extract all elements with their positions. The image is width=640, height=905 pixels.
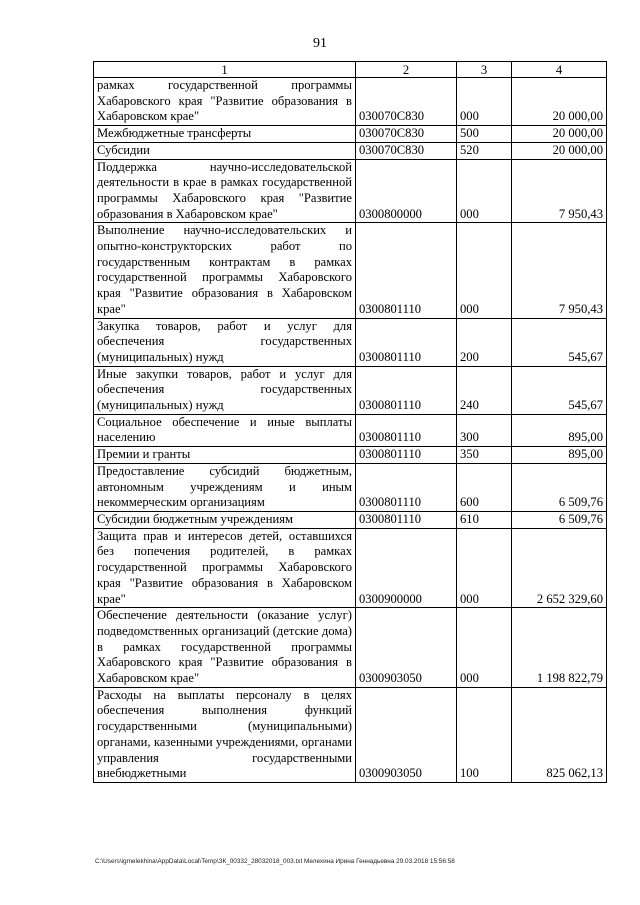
row-description: Субсидии бюджетным учреждениям bbox=[94, 511, 356, 528]
table-row bbox=[94, 366, 607, 414]
row-expense-type: 000 bbox=[457, 159, 512, 223]
header-col-2: 2 bbox=[356, 62, 457, 78]
row-description: Премии и гранты bbox=[94, 447, 356, 464]
row-expense-type: 000 bbox=[457, 608, 512, 688]
table-row bbox=[94, 223, 607, 318]
row-amount: 6 509,76 bbox=[512, 511, 607, 528]
row-target-code: 0300903050 bbox=[356, 608, 457, 688]
row-target-code: 0300903050 bbox=[356, 687, 457, 782]
row-expense-type: 000 bbox=[457, 223, 512, 318]
table-row bbox=[94, 463, 607, 511]
row-target-code: 030070С830 bbox=[356, 126, 457, 143]
row-amount: 20 000,00 bbox=[512, 78, 607, 126]
table-row bbox=[94, 511, 607, 528]
row-description: Расходы на выплаты персоналу в целях обеспечения выполнения функций государственными (муниципальными) органами, казенными учреждениями, органами управления государственными внебюджетными bbox=[94, 687, 356, 782]
row-target-code: 0300801110 bbox=[356, 414, 457, 446]
row-amount: 895,00 bbox=[512, 414, 607, 446]
row-description: Защита прав и интересов детей, оставшихся без попечения родителей, в рамках государственной программы Хабаровского края "Развитие образования в Хабаровском крае" bbox=[94, 528, 356, 608]
page-number: 91 bbox=[313, 36, 327, 51]
budget-table bbox=[93, 61, 607, 783]
row-expense-type: 000 bbox=[457, 78, 512, 126]
table-row bbox=[94, 126, 607, 143]
row-amount: 7 950,43 bbox=[512, 223, 607, 318]
row-amount: 2 652 329,60 bbox=[512, 528, 607, 608]
row-amount: 6 509,76 bbox=[512, 463, 607, 511]
file-path-footer: C:\Users\igmelekhina\AppData\Local\Temp\ЗК_00332_28032018_003.txt Мелехина Ирина Геннадьевна 29.03.2018 15:56:58 bbox=[95, 858, 455, 865]
row-expense-type: 600 bbox=[457, 463, 512, 511]
row-expense-type: 240 bbox=[457, 366, 512, 414]
row-expense-type: 350 bbox=[457, 447, 512, 464]
row-target-code: 0300801110 bbox=[356, 318, 457, 366]
table-row bbox=[94, 78, 607, 126]
row-amount: 7 950,43 bbox=[512, 159, 607, 223]
header-col-3: 3 bbox=[457, 62, 512, 78]
row-target-code: 0300801110 bbox=[356, 366, 457, 414]
row-amount: 545,67 bbox=[512, 366, 607, 414]
table-row bbox=[94, 414, 607, 446]
row-target-code: 030070С830 bbox=[356, 142, 457, 159]
table-row bbox=[94, 142, 607, 159]
row-target-code: 0300801110 bbox=[356, 223, 457, 318]
row-description: Субсидии bbox=[94, 142, 356, 159]
row-expense-type: 300 bbox=[457, 414, 512, 446]
row-amount: 825 062,13 bbox=[512, 687, 607, 782]
row-expense-type: 610 bbox=[457, 511, 512, 528]
row-amount: 20 000,00 bbox=[512, 142, 607, 159]
table-header-row bbox=[94, 62, 607, 78]
row-description: Поддержка научно-исследовательской деятельности в крае в рамках государственной программы Хабаровского края "Развитие образования в Хабаровском крае" bbox=[94, 159, 356, 223]
row-expense-type: 500 bbox=[457, 126, 512, 143]
row-description: Межбюджетные трансферты bbox=[94, 126, 356, 143]
row-expense-type: 520 bbox=[457, 142, 512, 159]
row-description: Социальное обеспечение и иные выплаты населению bbox=[94, 414, 356, 446]
row-amount: 895,00 bbox=[512, 447, 607, 464]
table-row bbox=[94, 447, 607, 464]
row-description: Иные закупки товаров, работ и услуг для обеспечения государственных (муниципальных) нужд bbox=[94, 366, 356, 414]
row-target-code: 0300800000 bbox=[356, 159, 457, 223]
row-description: Закупка товаров, работ и услуг для обеспечения государственных (муниципальных) нужд bbox=[94, 318, 356, 366]
table-row bbox=[94, 318, 607, 366]
row-target-code: 0300801110 bbox=[356, 447, 457, 464]
row-amount: 20 000,00 bbox=[512, 126, 607, 143]
table-row bbox=[94, 687, 607, 782]
row-expense-type: 000 bbox=[457, 528, 512, 608]
row-description: Обеспечение деятельности (оказание услуг) подведомственных организаций (детские дома) в рамках государственной программы Хабаровского края "Развитие образования в Хабаровском крае" bbox=[94, 608, 356, 688]
header-col-1: 1 bbox=[94, 62, 356, 78]
row-amount: 1 198 822,79 bbox=[512, 608, 607, 688]
row-target-code: 0300900000 bbox=[356, 528, 457, 608]
header-col-4: 4 bbox=[512, 62, 607, 78]
table-row bbox=[94, 159, 607, 223]
row-expense-type: 100 bbox=[457, 687, 512, 782]
row-amount: 545,67 bbox=[512, 318, 607, 366]
row-expense-type: 200 bbox=[457, 318, 512, 366]
table-row bbox=[94, 608, 607, 688]
row-target-code: 0300801110 bbox=[356, 463, 457, 511]
row-target-code: 0300801110 bbox=[356, 511, 457, 528]
row-description: Предоставление субсидий бюджетным, автономным учреждениям и иным некоммерческим организациям bbox=[94, 463, 356, 511]
row-target-code: 030070С830 bbox=[356, 78, 457, 126]
row-description: Выполнение научно-исследовательских и опытно-конструкторских работ по государственным контрактам в рамках государственной программы Хабаровского края "Развитие образования в Хабаровском крае" bbox=[94, 223, 356, 318]
table-row bbox=[94, 528, 607, 608]
row-description: рамках государственной программы Хабаровского края "Развитие образования в Хабаровском крае" bbox=[94, 78, 356, 126]
